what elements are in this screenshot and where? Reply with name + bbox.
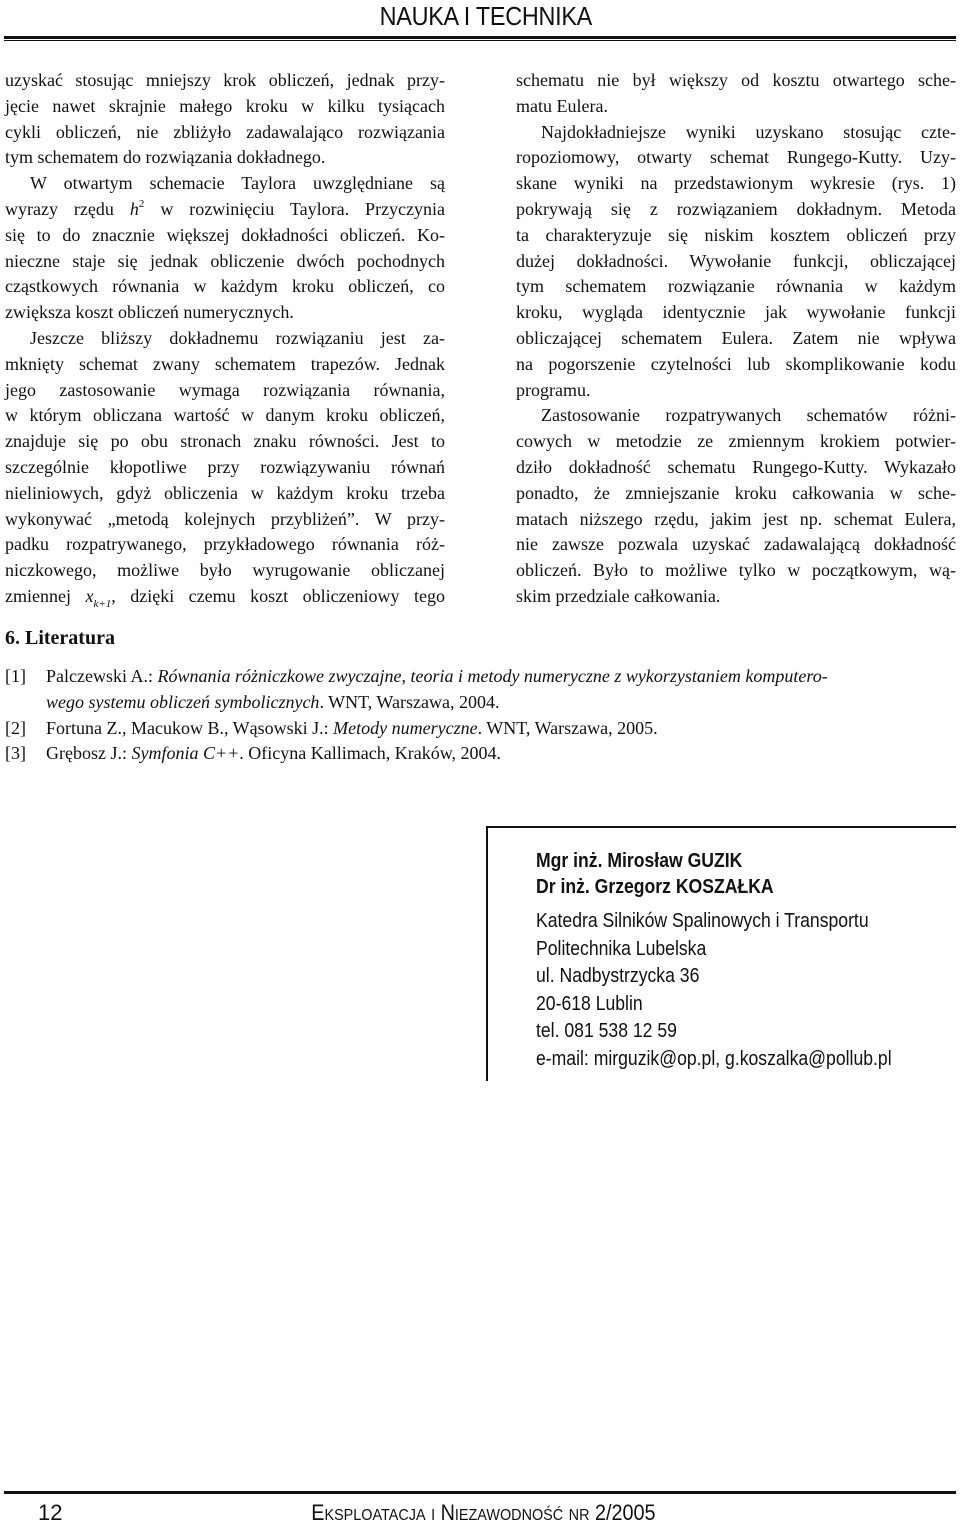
affiliation-line: tel. 081 538 12 59 bbox=[536, 1020, 677, 1042]
text-line: obliczeń. Było to możliwe tylko w początkowym, wą- bbox=[516, 560, 956, 581]
text-line: jęcie nawet skrajnie małego kroku w kilku tysiącach bbox=[5, 95, 445, 116]
text-line: programu. bbox=[516, 379, 591, 400]
text-line: mknięty schemat zwany schematem trapezów. Jednak bbox=[5, 353, 445, 374]
reference-authors: Fortuna Z., Macukow B., Wąsowski J.: bbox=[46, 717, 334, 738]
reference-item bbox=[5, 716, 955, 742]
reference-title: wego systemu obliczeń symbolicznych bbox=[46, 691, 320, 712]
math-h: h bbox=[129, 198, 139, 219]
reference-publisher: . WNT, Warszawa, 2004. bbox=[319, 691, 500, 712]
text-line: Zastosowanie rozpatrywanych schematów różni- bbox=[541, 405, 956, 426]
reference-authors: Grębosz J.: bbox=[46, 743, 132, 764]
text-line: Jeszcze bliższy dokładnemu rozwiązaniu jest za- bbox=[30, 327, 445, 348]
text-fragment: w rozwinięciu Taylora. Przyczynia bbox=[160, 198, 446, 219]
reference-publisher: . Oficyna Kallimach, Kraków, 2004. bbox=[239, 743, 502, 764]
journal-part: KSPLOATACJA bbox=[324, 1507, 427, 1524]
footer-rule bbox=[4, 1491, 956, 1494]
reference-title: Metody numeryczne bbox=[333, 717, 478, 738]
author-name: Dr inż. Grzegorz KOSZAŁKA bbox=[536, 876, 774, 898]
affiliation-line: Politechnika Lubelska bbox=[536, 937, 707, 960]
reference-number: [1] bbox=[5, 666, 26, 686]
text-line: szczególnie kłopotliwe przy rozwiązywaniu równań bbox=[5, 456, 445, 477]
journal-part: IEZAWODNOŚĆ bbox=[455, 1507, 564, 1524]
journal-name bbox=[312, 1500, 656, 1526]
text-line: zwiększa koszt obliczeń numerycznych. bbox=[5, 302, 294, 323]
text-line: uzyskać stosując mniejszy krok obliczeń, jednak przy- bbox=[5, 70, 445, 90]
header-rule-thin bbox=[4, 40, 956, 41]
text-line: dziło dokładność schematu Rungego-Kutty. Wykazało bbox=[516, 456, 956, 477]
text-line: ta charakteryzuje się niskim kosztem obliczeń przy bbox=[516, 224, 956, 245]
reference-line bbox=[46, 690, 955, 716]
text-line: padku rozpatrywanego, przykładowego równania róż- bbox=[5, 534, 445, 555]
text-line: obliczającej schematem Eulera. Zatem nie wpływa bbox=[516, 327, 956, 348]
section-heading: 6. Literatura bbox=[5, 627, 115, 649]
page-number: 12 bbox=[38, 1500, 63, 1525]
text-line: w którym obliczana wartość w danym kroku obliczeń, bbox=[5, 405, 445, 426]
text-line: matach niższego rzędu, jakim jest np. schemat Eulera, bbox=[516, 508, 956, 529]
math-x: x bbox=[85, 585, 94, 606]
reference-title: Równania różniczkowe zwyczajne, teoria i metody numeryczne z wykorzystaniem komputero- bbox=[157, 666, 828, 686]
text-line: nieczne staje się jednak obliczenie dwóch pochodnych bbox=[5, 250, 445, 271]
reference-authors: Palczewski A.: bbox=[46, 666, 158, 686]
text-line: skim przedziale całkowania. bbox=[516, 585, 721, 606]
text-line: Najdokładniejsze wyniki uzyskano stosując czte- bbox=[541, 121, 956, 142]
text-line: schematu nie był większy od kosztu otwartego sche- bbox=[516, 70, 956, 90]
text-line: pokrywają się z rozwiązaniem dokładnym. Metoda bbox=[516, 198, 956, 219]
text-line: wykonywać „metodą kolejnych przybliżeń”. W przy- bbox=[5, 508, 445, 529]
text-line: cowych w metodzie ze zmiennym krokiem potwier- bbox=[516, 431, 956, 452]
reference-list bbox=[5, 664, 955, 767]
text-line: ponadto, że zmniejszanie kroku całkowania w sche- bbox=[516, 482, 956, 503]
text-fragment: , dzięki czemu koszt obliczeniowy tego bbox=[111, 585, 446, 606]
text-fragment: wyrazy rzędu bbox=[5, 198, 114, 219]
math-subscript: k+1 bbox=[93, 597, 112, 610]
running-header: NAUKA I TECHNIKA bbox=[379, 1, 592, 31]
affiliation-block bbox=[536, 908, 940, 1073]
left-column bbox=[5, 68, 445, 610]
text-line: matu Eulera. bbox=[516, 95, 608, 116]
contact-email[interactable]: e-mail: mirguzik@op.pl, g.koszalka@pollub.pl bbox=[536, 1047, 892, 1070]
affiliation-line: ul. Nadbystrzycka 36 bbox=[536, 965, 700, 987]
text-line: cykli obliczeń, nie zbliżyło zadawalająco rozwiązania bbox=[5, 121, 445, 142]
text-line: znajduje się po obu stronach znaku równości. Jest to bbox=[5, 431, 445, 452]
right-column bbox=[516, 68, 956, 610]
text-line: ropoziomowy, otwarty schemat Rungego-Kutty. Uzy- bbox=[516, 147, 956, 168]
author-name: Mgr inż. Mirosław GUZIK bbox=[536, 850, 743, 872]
text-line: W otwartym schemacie Taylora uwzględniane są bbox=[30, 173, 445, 194]
text-line: niczkowego, możliwe było wyrugowanie obliczanej bbox=[5, 560, 445, 581]
reference-publisher: . WNT, Warszawa, 2005. bbox=[477, 717, 658, 738]
text-line: jego zastosowanie wymaga rozwiązania równania, bbox=[5, 379, 445, 400]
text-line: tym schematem do rozwiązania dokładnego. bbox=[5, 147, 326, 168]
text-line bbox=[5, 197, 445, 223]
author-block bbox=[536, 848, 806, 900]
affiliation-line: Katedra Silników Spalinowych i Transportu bbox=[536, 910, 869, 932]
reference-title: Symfonia C++ bbox=[131, 743, 240, 764]
reference-line bbox=[46, 664, 955, 690]
reference-number: [3] bbox=[5, 743, 26, 764]
journal-part: N bbox=[441, 1500, 456, 1525]
text-line bbox=[5, 584, 445, 610]
journal-part: I bbox=[431, 1507, 436, 1524]
journal-part: E bbox=[311, 1500, 325, 1525]
text-line: się to do znacznie większej dokładności obliczeń. Ko- bbox=[5, 224, 445, 245]
reference-item bbox=[5, 664, 955, 716]
header-rule bbox=[4, 36, 956, 39]
text-line: dużej dokładności. Wywołanie funkcji, obliczającej bbox=[516, 250, 956, 271]
math-exponent: 2 bbox=[138, 197, 145, 210]
text-line: tym schematem rozwiązanie równania w każdym bbox=[516, 276, 956, 297]
signature-box-rule bbox=[486, 826, 956, 828]
journal-part: NR bbox=[569, 1507, 590, 1524]
affiliation-line: 20-618 Lublin bbox=[536, 992, 643, 1015]
text-line: kroku, wygląda identycznie jak wywołanie funkcji bbox=[516, 302, 956, 323]
text-line: cząstkowych równania w każdym kroku obliczeń, co bbox=[5, 276, 445, 297]
signature-box-left-rule bbox=[486, 826, 488, 1081]
text-fragment: zmiennej bbox=[5, 585, 71, 606]
text-line: nieliniowych, gdyż obliczenia w każdym kroku trzeba bbox=[5, 482, 445, 503]
text-line: skane wyniki na przedstawionym wykresie (rys. 1) bbox=[516, 173, 956, 194]
text-line: nie zawsze pozwala uzyskać zadawalającą dokładność bbox=[516, 534, 956, 555]
reference-number: [2] bbox=[5, 717, 26, 738]
reference-item bbox=[5, 741, 955, 767]
journal-issue: 2/2005 bbox=[595, 1500, 656, 1525]
text-line: na pogorszenie czytelności lub skomplikowanie kodu bbox=[516, 353, 956, 374]
